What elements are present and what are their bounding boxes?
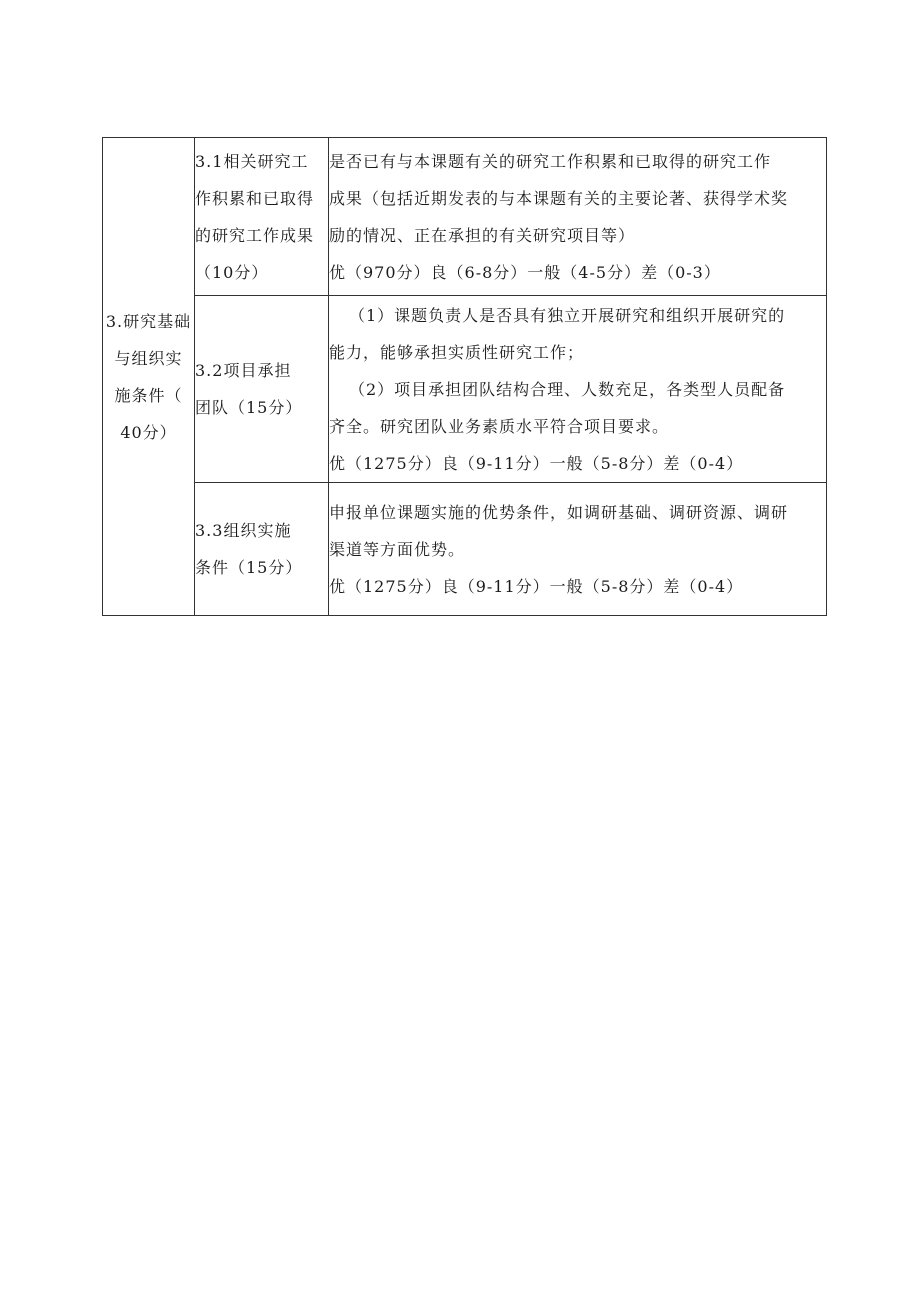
table-row <box>103 296 827 483</box>
criteria-line: 是否已有与本课题有关的研究工作积累和已取得的研究工作 <box>329 151 772 171</box>
criteria-line: （1）课题负责人是否具有独立开展研究和组织开展研究的 <box>349 305 786 325</box>
category-line: 施条件（ <box>114 385 183 405</box>
criteria-line: 渠道等方面优势。 <box>329 539 466 559</box>
criteria-line: 齐全。研究团队业务素质水平符合项目要求。 <box>329 416 670 436</box>
subcategory-line: 条件（15分） <box>195 558 303 577</box>
criteria-line: 申报单位课题实施的优势条件，如调研基础、调研资源、调研 <box>329 502 789 522</box>
criteria-cell <box>329 483 827 616</box>
grading-scale: 优（1275分）良（9-11分）一般（5-8分）差（0-4） <box>329 576 744 596</box>
subcategory-line: 3.2项目承担 <box>195 361 292 380</box>
subcategory-cell <box>195 483 329 616</box>
subcategory-line: （10分） <box>195 262 269 282</box>
criteria-cell <box>329 138 827 296</box>
grading-scale: 优（970分）良（6-8分）一般（4-5分）差（0-3） <box>329 262 721 282</box>
criteria-line: 能力，能够承担实质性研究工作； <box>329 342 585 362</box>
subcategory-cell <box>195 138 329 296</box>
criteria-cell <box>329 296 827 483</box>
category-cell <box>103 138 195 616</box>
subcategory-line: 的研究工作成果 <box>195 225 315 245</box>
category-line: 40分） <box>120 422 177 442</box>
table-row <box>103 138 827 296</box>
criteria-line: 励的情况、正在承担的有关研究项目等） <box>329 225 636 245</box>
subcategory-line: 3.1相关研究工 <box>195 151 309 171</box>
subcategory-line: 团队（15分） <box>195 398 303 417</box>
category-line: 与组织实 <box>114 348 183 368</box>
category-line: 3.研究基础 <box>105 311 192 331</box>
subcategory-line: 3.3组织实施 <box>195 521 292 540</box>
grading-scale: 优（1275分）良（9-11分）一般（5-8分）差（0-4） <box>329 453 744 473</box>
criteria-line: （2）项目承担团队结构合理、人数充足，各类型人员配备 <box>349 379 786 399</box>
subcategory-cell <box>195 296 329 483</box>
scoring-table <box>102 137 827 616</box>
table-row <box>103 483 827 616</box>
criteria-line: 成果（包括近期发表的与本课题有关的主要论著、获得学术奖 <box>329 188 789 208</box>
subcategory-line: 作积累和已取得 <box>195 188 315 208</box>
